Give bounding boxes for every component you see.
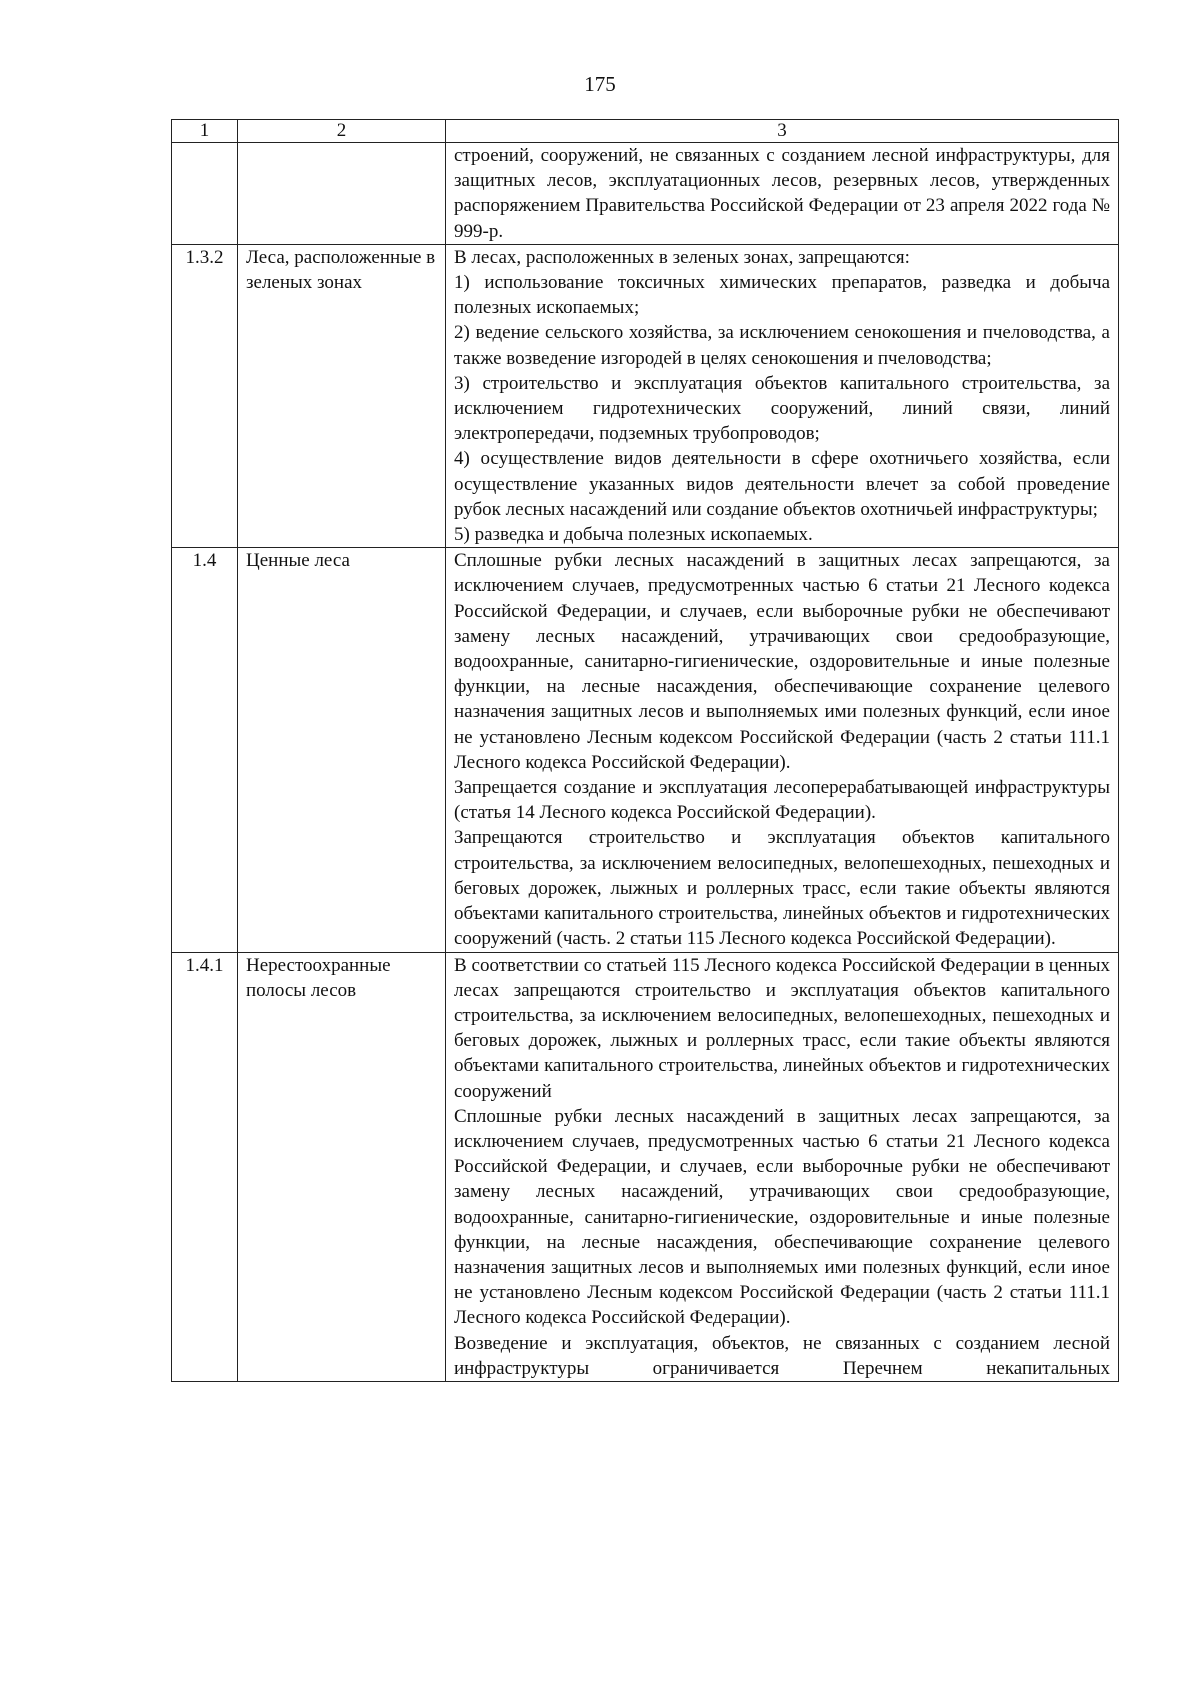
row-name-cell: Ценные леса [238, 548, 446, 952]
column-header-3: 3 [446, 120, 1119, 143]
paragraph: строений, сооружений, не связанных с созданием лесной инфраструктуры, для защитных лесов, эксплуатационных лесов, резервных лесов, утвержденных распоряжением Правительства Российской Федерации от 23 апреля 2022 года № 999-р. [454, 145, 1110, 242]
row-number-cell: 1.4 [172, 548, 238, 952]
table-row [172, 244, 1119, 547]
row-number-cell: 1.3.2 [172, 244, 238, 547]
table-row [172, 952, 1119, 1381]
row-name-cell: Леса, расположенные в зеленых зонах [238, 244, 446, 547]
paragraph: Возведение и эксплуатация, объектов, не связанных с созданием лесной инфраструктуры ограничивается Перечнем некапитальных [454, 1332, 1110, 1379]
column-header-2: 2 [238, 120, 446, 143]
paragraph: 2) ведение сельского хозяйства, за исключением сенокошения и пчеловодства, а также возведение изгородей в целях сенокошения и пчеловодства; [454, 322, 1110, 369]
paragraph: Запрещается создание и эксплуатация лесоперерабатывающей инфраструктуры (статья 14 Лесного кодекса Российской Федерации). [454, 777, 1110, 824]
row-name-cell [238, 143, 446, 245]
paragraph: Запрещаются строительство и эксплуатация объектов капитального строительства, за исключением велосипедных, велопешеходных, пешеходных и беговых дорожек, лыжных и роллерных трасс, если такие объекты являются объектами капитального строительства, линейных объектов и гидротехнических сооружений (часть. 2 статьи 115 Лесного кодекса Российской Федерации). [454, 827, 1110, 950]
column-header-1: 1 [172, 120, 238, 143]
page-number: 175 [584, 72, 616, 96]
table-row [172, 143, 1119, 245]
row-number-cell: 1.4.1 [172, 952, 238, 1381]
row-number-cell [172, 143, 238, 245]
paragraph: В лесах, расположенных в зеленых зонах, запрещаются: [454, 246, 910, 268]
row-text-cell [446, 952, 1119, 1381]
paragraph: В соответствии со статьей 115 Лесного кодекса Российской Федерации в ценных лесах запрещаются строительство и эксплуатация объектов капитального строительства, за исключением велосипедных, велопешеходных, пешеходных и беговых дорожек, лыжных и роллерных трасс, если такие объекты являются объектами капитального строительства, линейных объектов и гидротехнических сооружений [454, 954, 1110, 1102]
paragraph: 5) разведка и добыча полезных ископаемых. [454, 524, 813, 546]
paragraph: 1) использование токсичных химических препаратов, разведка и добыча полезных ископаемых; [454, 272, 1110, 319]
table-header-row [172, 120, 1119, 143]
row-text-cell [446, 143, 1119, 245]
table-row [172, 548, 1119, 952]
paragraph: 4) осуществление видов деятельности в сфере охотничьего хозяйства, если осуществление указанных видов деятельности влечет за собой проведение рубок лесных насаждений или создание объектов охотничьей инфраструктуры; [454, 448, 1110, 520]
row-text-cell [446, 548, 1119, 952]
row-name-cell: Нерестоохранные полосы лесов [238, 952, 446, 1381]
paragraph: 3) строительство и эксплуатация объектов капитального строительства, за исключением гидротехнических сооружений, линий связи, линий электропередачи, подземных трубопроводов; [454, 372, 1110, 445]
regulations-table [171, 119, 1119, 1382]
paragraph: Сплошные рубки лесных насаждений в защитных лесах запрещаются, за исключением случаев, предусмотренных частью 6 статьи 21 Лесного кодекса Российской Федерации, и случаев, если выборочные рубки не обеспечивают замену лесных насаждений, утрачивающих свои средообразующие, водоохранные, санитарно-гигиенические, оздоровительные и иные полезные функции, на лесные насаждения, обеспечивающие сохранение целевого назначения защитных лесов и выполняемых ими полезных функций, если иное не установлено Лесным кодексом Российской Федерации (часть 2 статьи 111.1 Лесного кодекса Российской Федерации). [454, 1105, 1110, 1329]
paragraph: Сплошные рубки лесных насаждений в защитных лесах запрещаются, за исключением случаев, предусмотренных частью 6 статьи 21 Лесного кодекса Российской Федерации, и случаев, если выборочные рубки не обеспечивают замену лесных насаждений, утрачивающих свои средообразующие, водоохранные, санитарно-гигиенические, оздоровительные и иные полезные функции, на лесные насаждения, обеспечивающие сохранение целевого назначения защитных лесов и выполняемых ими полезных функций, если иное не установлено Лесным кодексом Российской Федерации (часть 2 статьи 111.1 Лесного кодекса Российской Федерации). [454, 550, 1110, 773]
row-text-cell [446, 244, 1119, 547]
